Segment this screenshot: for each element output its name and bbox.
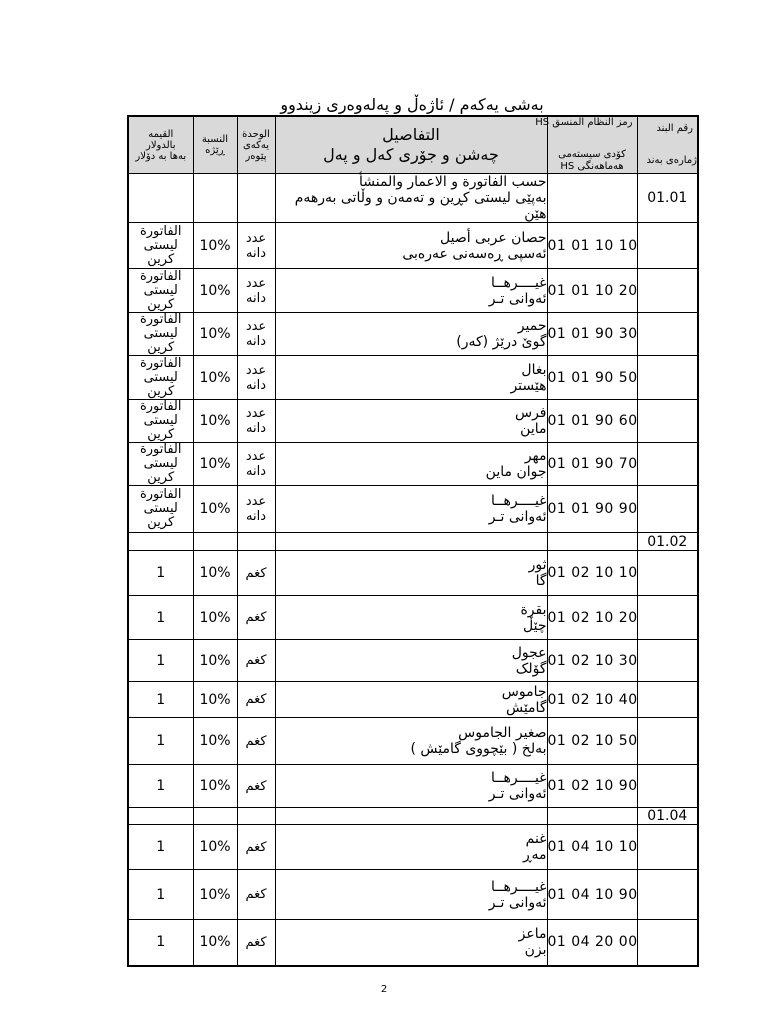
cell-line: عدد <box>245 362 267 378</box>
cell-line: ليستی <box>143 369 178 385</box>
cell-line: هێستر <box>510 377 547 394</box>
cell-details <box>275 682 547 718</box>
table-row <box>128 400 698 443</box>
page-number: 2 <box>380 984 388 995</box>
cell-unit <box>237 174 275 223</box>
cell-value <box>128 682 193 718</box>
cell-line: غيــــرهــا <box>490 878 547 895</box>
cell-details <box>275 533 547 551</box>
cell-details <box>275 870 547 920</box>
cell-line: كغم <box>245 887 267 902</box>
cell-code: 01 02 10 50 <box>547 718 637 765</box>
cell-details <box>275 223 547 269</box>
cell-line: 1 <box>156 691 166 708</box>
cell-line: ليستی <box>143 282 178 298</box>
cell-item-number <box>637 640 698 682</box>
cell-value <box>128 640 193 682</box>
section-row <box>128 533 698 551</box>
cell-rate: 10% <box>193 765 237 808</box>
cell-value <box>128 356 193 400</box>
header-unit: الوحدة یەکەی پێوەر <box>237 116 275 174</box>
cell-value <box>128 443 193 486</box>
header-value: القيمه بالدولار بەها بە دۆلار <box>128 116 193 174</box>
cell-code: 01 01 90 70 <box>547 443 637 486</box>
cell-item-number <box>637 920 698 966</box>
cell-code <box>547 533 637 551</box>
table-row <box>128 356 698 400</box>
cell-line: ليستی <box>143 501 178 516</box>
cell-line: 1 <box>156 565 166 581</box>
cell-code: 01 02 10 10 <box>547 551 637 596</box>
table-row <box>128 765 698 808</box>
tariff-table <box>127 115 699 967</box>
cell-line: دانە <box>246 509 266 524</box>
cell-line: عدد <box>245 275 267 291</box>
cell-item-number <box>637 313 698 356</box>
cell-code: 01 01 10 10 <box>547 223 637 269</box>
cell-line: گامێش <box>505 699 547 716</box>
cell-item-number <box>637 356 698 400</box>
cell-line: ليستی <box>143 456 178 471</box>
cell-line: ليستی <box>143 237 178 253</box>
cell-line: 1 <box>156 886 166 903</box>
cell-code: 01 02 10 40 <box>547 682 637 718</box>
cell-value <box>128 870 193 920</box>
cell-line: غنم <box>525 831 547 847</box>
cell-rate: 10% <box>193 920 237 966</box>
cell-unit <box>237 808 275 825</box>
cell-value <box>128 400 193 443</box>
cell-line: صغير الجاموس <box>458 725 547 741</box>
cell-line: ئەوانی تـر <box>488 290 547 307</box>
cell-code: 01 02 10 90 <box>547 765 637 808</box>
cell-line: 1 <box>156 778 166 794</box>
cell-item-number: 01.04 <box>637 808 698 825</box>
cell-code: 01 04 10 90 <box>547 870 637 920</box>
cell-details <box>275 174 547 223</box>
table-row <box>128 223 698 269</box>
cell-code: 01 02 10 30 <box>547 640 637 682</box>
cell-details <box>275 765 547 808</box>
cell-unit <box>237 443 275 486</box>
cell-line: عدد <box>245 319 267 334</box>
header-rate: النسبة ڕێژە <box>193 116 237 174</box>
cell-item-number <box>637 486 698 533</box>
cell-details <box>275 718 547 765</box>
cell-details <box>275 920 547 966</box>
cell-line: مەڕ <box>522 847 547 863</box>
cell-code: 01 01 90 30 <box>547 313 637 356</box>
cell-value <box>128 765 193 808</box>
cell-line: ليستی <box>143 326 178 341</box>
cell-rate: 10% <box>193 400 237 443</box>
header-row <box>128 116 698 174</box>
cell-details <box>275 825 547 870</box>
cell-line: 1 <box>156 934 166 951</box>
cell-line: گۆلک <box>515 660 547 677</box>
cell-item-number <box>637 400 698 443</box>
header-details: التفاصيل چەشن و جۆری کەل و پەل <box>275 116 547 174</box>
cell-line: حسب الفاتورة و الاعمار والمنشأ <box>358 174 547 190</box>
cell-rate: 10% <box>193 223 237 269</box>
cell-line: کرين <box>147 251 175 267</box>
cell-unit <box>237 533 275 551</box>
cell-line: کرين <box>147 296 175 312</box>
cell-rate: 10% <box>193 313 237 356</box>
cell-details <box>275 313 547 356</box>
cell-unit <box>237 313 275 356</box>
cell-item-number <box>637 269 698 313</box>
cell-value <box>128 174 193 223</box>
cell-line: ليستی <box>143 413 178 428</box>
cell-details <box>275 551 547 596</box>
cell-line: کرين <box>147 470 175 485</box>
table-row <box>128 313 698 356</box>
cell-item-number <box>637 551 698 596</box>
cell-details <box>275 808 547 825</box>
cell-line: دانە <box>246 290 266 306</box>
cell-line: ئەوانی تـر <box>488 509 547 525</box>
cell-value <box>128 313 193 356</box>
cell-line: بزن <box>524 942 547 959</box>
cell-unit <box>237 223 275 269</box>
cell-rate: 10% <box>193 825 237 870</box>
cell-value <box>128 596 193 640</box>
page-title: بەشی یەکەم / ئاژەڵ و پەلەوەری زیندوو <box>280 95 544 114</box>
cell-line: کرين <box>147 340 175 355</box>
cell-line: ثور <box>528 557 547 573</box>
cell-value <box>128 533 193 551</box>
cell-line: عدد <box>245 230 267 246</box>
section-row <box>128 808 698 825</box>
cell-line: دانە <box>246 421 266 436</box>
cell-line: الفاتورة <box>139 487 182 502</box>
table-row <box>128 682 698 718</box>
cell-line: بەلخ ( بێچووی گامێش ) <box>410 741 547 757</box>
cell-line: عدد <box>245 449 267 464</box>
cell-unit <box>237 269 275 313</box>
cell-rate: 10% <box>193 486 237 533</box>
cell-rate: 10% <box>193 870 237 920</box>
header-hs-code: رمز النظام المنسق HS کۆدی سیستەمی هەماهەنگی HS <box>547 116 637 174</box>
cell-code: 01 01 90 50 <box>547 356 637 400</box>
cell-line: كغم <box>245 778 267 794</box>
cell-rate: 10% <box>193 551 237 596</box>
cell-line: جوان ماين <box>485 464 547 480</box>
table-row <box>128 486 698 533</box>
cell-details <box>275 400 547 443</box>
table-row <box>128 443 698 486</box>
cell-item-number <box>637 223 698 269</box>
cell-unit <box>237 486 275 533</box>
cell-line: ماعز <box>518 926 547 943</box>
cell-rate: 10% <box>193 443 237 486</box>
cell-rate: 10% <box>193 640 237 682</box>
cell-details <box>275 486 547 533</box>
cell-value <box>128 486 193 533</box>
cell-line: الفاتورة <box>139 268 182 284</box>
cell-item-number <box>637 825 698 870</box>
cell-unit <box>237 870 275 920</box>
cell-line: عجول <box>511 644 547 661</box>
cell-line: جاموس <box>501 683 547 700</box>
cell-item-number <box>637 682 698 718</box>
cell-line: مهر <box>524 448 547 464</box>
cell-line: كغم <box>245 565 267 581</box>
cell-rate <box>193 533 237 551</box>
cell-line: الفاتورة <box>139 312 182 327</box>
cell-rate <box>193 808 237 825</box>
cell-line: غيــــرهــا <box>490 274 547 291</box>
cell-line: غيــــرهــا <box>490 493 547 509</box>
cell-details <box>275 356 547 400</box>
cell-line: کرين <box>147 383 175 399</box>
cell-line: عدد <box>245 406 267 421</box>
cell-unit <box>237 596 275 640</box>
cell-line: دانە <box>246 245 266 261</box>
cell-line: كغم <box>245 934 267 950</box>
cell-line: گا <box>535 573 547 589</box>
table-row <box>128 825 698 870</box>
cell-line: گوێ درێژ (کەر) <box>456 334 547 350</box>
section-row <box>128 174 698 223</box>
cell-line: بەپێی لیستی کڕین و تەمەن و وڵاتی بەرهەم هێن <box>294 190 547 222</box>
table-row <box>128 640 698 682</box>
cell-item-number <box>637 596 698 640</box>
cell-line: كغم <box>245 839 267 855</box>
cell-rate: 10% <box>193 596 237 640</box>
cell-line: دانە <box>246 377 266 393</box>
cell-code: 01 04 20 00 <box>547 920 637 966</box>
header-item-number: رقم البند ژمارەی بەند <box>637 116 698 174</box>
cell-value <box>128 920 193 966</box>
cell-item-number <box>637 443 698 486</box>
cell-line: 1 <box>156 839 166 855</box>
cell-line: كغم <box>245 653 267 668</box>
cell-unit <box>237 765 275 808</box>
cell-line: الفاتورة <box>139 399 182 414</box>
cell-line: بقرة <box>520 601 547 618</box>
table-row <box>128 269 698 313</box>
cell-value <box>128 808 193 825</box>
cell-code <box>547 808 637 825</box>
cell-code <box>547 174 637 223</box>
cell-line: كغم <box>245 733 267 749</box>
cell-line: کرين <box>147 515 175 530</box>
cell-line: الفاتورة <box>139 355 182 371</box>
cell-item-number <box>637 870 698 920</box>
table-row <box>128 596 698 640</box>
cell-line: دانە <box>246 464 266 479</box>
cell-line: ئەسپی ڕەسەنی عەرەبی <box>402 245 547 262</box>
cell-value <box>128 551 193 596</box>
cell-item-number: 01.02 <box>637 533 698 551</box>
cell-line: حصان عربی أصيل <box>440 229 547 246</box>
cell-unit <box>237 400 275 443</box>
cell-line: 1 <box>156 733 166 749</box>
cell-line: ئەوانی تـر <box>488 786 547 802</box>
cell-code: 01 01 10 20 <box>547 269 637 313</box>
cell-line: دانە <box>246 334 266 349</box>
cell-details <box>275 443 547 486</box>
cell-rate: 10% <box>193 356 237 400</box>
cell-line: ماين <box>520 421 547 437</box>
cell-item-number <box>637 718 698 765</box>
cell-code: 01 01 90 90 <box>547 486 637 533</box>
cell-line: چێڵ <box>523 617 547 634</box>
cell-unit <box>237 920 275 966</box>
cell-code: 01 04 10 10 <box>547 825 637 870</box>
cell-rate: 10% <box>193 269 237 313</box>
cell-line: الفاتورة <box>139 223 182 239</box>
cell-rate: 10% <box>193 682 237 718</box>
cell-unit <box>237 682 275 718</box>
cell-line: الفاتورة <box>139 442 182 457</box>
cell-line: 1 <box>156 652 166 669</box>
cell-code: 01 02 10 20 <box>547 596 637 640</box>
cell-code: 01 01 90 60 <box>547 400 637 443</box>
cell-unit <box>237 551 275 596</box>
cell-unit <box>237 356 275 400</box>
table-row <box>128 870 698 920</box>
cell-value <box>128 269 193 313</box>
cell-line: غيــــرهــا <box>490 770 547 786</box>
cell-line: ئەوانی تـر <box>488 894 547 911</box>
cell-details <box>275 640 547 682</box>
cell-rate <box>193 174 237 223</box>
cell-item-number <box>637 765 698 808</box>
cell-line: كغم <box>245 692 267 707</box>
cell-details <box>275 269 547 313</box>
table-row <box>128 551 698 596</box>
cell-line: كغم <box>245 610 267 625</box>
cell-line: عدد <box>245 494 267 509</box>
cell-unit <box>237 718 275 765</box>
cell-line: حمير <box>517 318 547 334</box>
table-row <box>128 920 698 966</box>
cell-line: فرس <box>514 405 547 421</box>
cell-rate: 10% <box>193 718 237 765</box>
cell-line: بغال <box>521 361 547 378</box>
cell-line: 1 <box>156 609 166 626</box>
cell-value <box>128 718 193 765</box>
table-row <box>128 718 698 765</box>
cell-unit <box>237 640 275 682</box>
cell-details <box>275 596 547 640</box>
cell-item-number: 01.01 <box>637 174 698 223</box>
cell-value <box>128 223 193 269</box>
cell-unit <box>237 825 275 870</box>
cell-value <box>128 825 193 870</box>
cell-line: کرين <box>147 427 175 442</box>
